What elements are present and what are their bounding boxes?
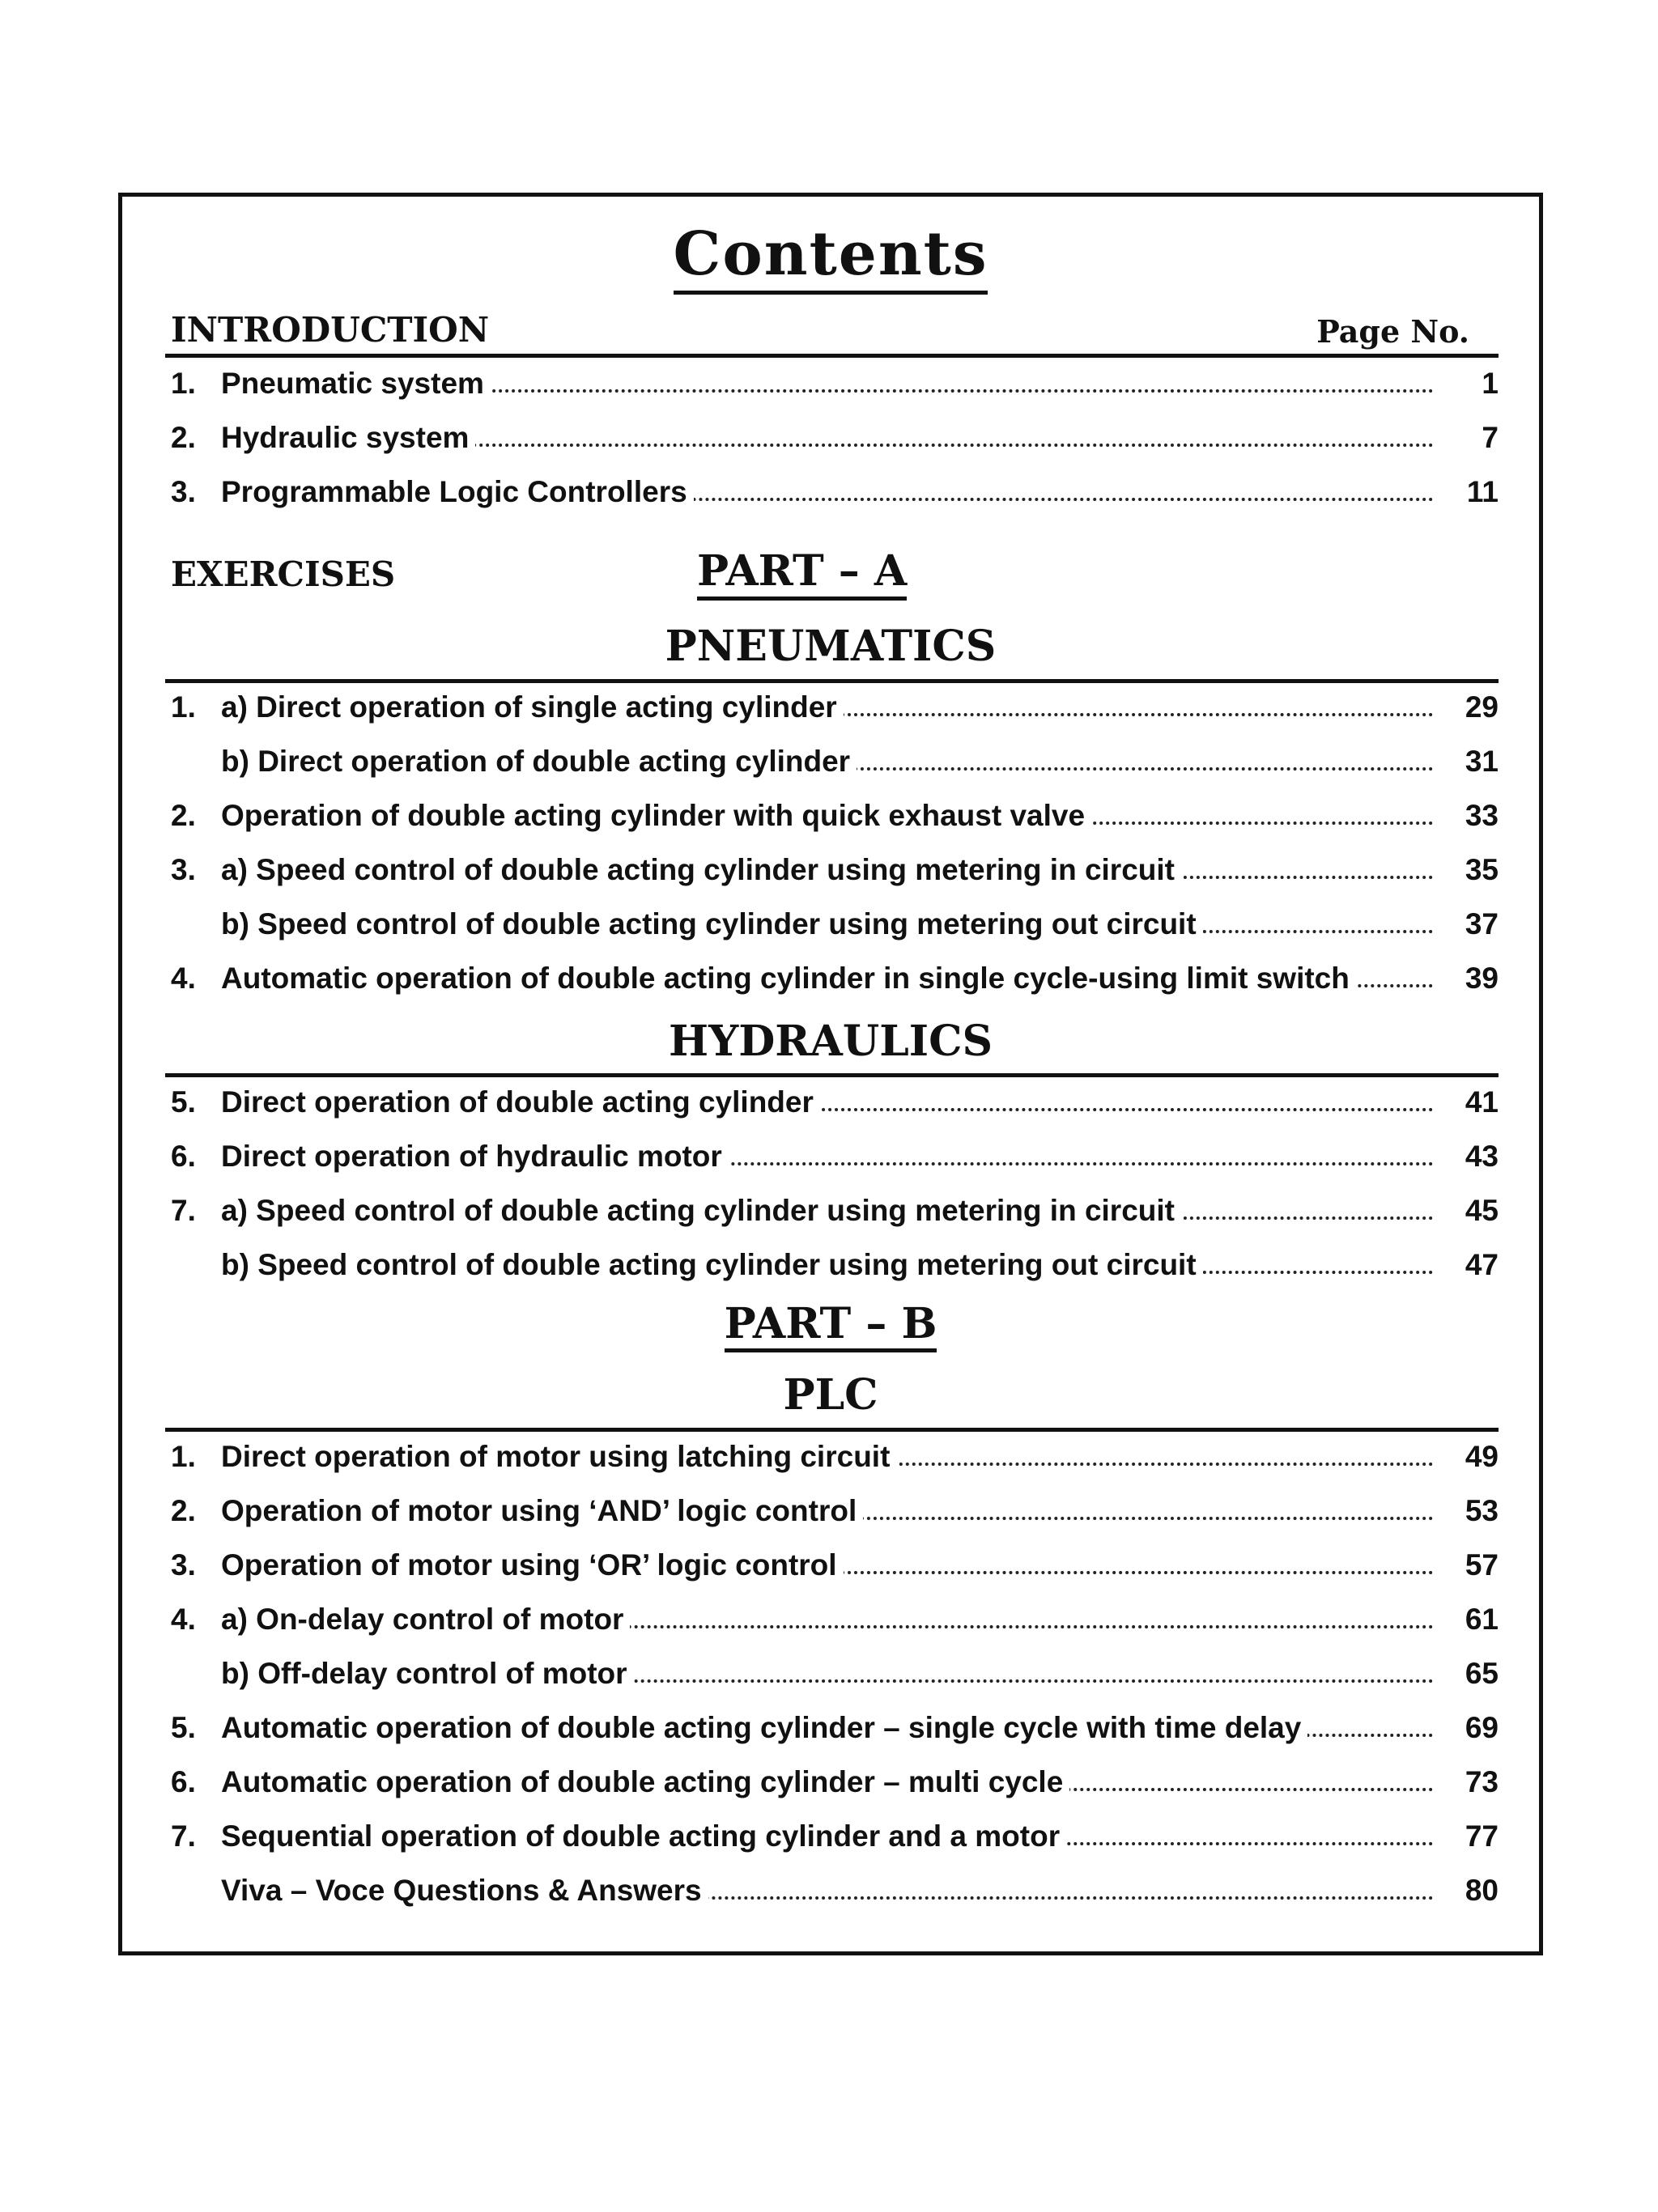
toc-entry-page: 39 bbox=[1465, 962, 1499, 995]
toc-entry bbox=[171, 1867, 1499, 1916]
toc-entry-page: 49 bbox=[1465, 1440, 1499, 1473]
toc-entry-number: 4. bbox=[171, 1603, 196, 1636]
toc-entry-page: 33 bbox=[1465, 799, 1499, 832]
toc-entry-page: 1 bbox=[1482, 367, 1499, 400]
toc-entry-title: b) Direct operation of double acting cylinder bbox=[221, 745, 857, 779]
toc-entry-page: 65 bbox=[1465, 1657, 1499, 1690]
toc-entry bbox=[171, 1433, 1499, 1482]
toc-entry-page: 29 bbox=[1465, 690, 1499, 724]
plc-heading: PLC bbox=[783, 1370, 878, 1420]
toc-entry-number: 6. bbox=[171, 1140, 196, 1173]
toc-entry-number: 5. bbox=[171, 1711, 196, 1744]
toc-entry-title: Automatic operation of double acting cylinder – multi cycle bbox=[221, 1765, 1069, 1799]
toc-entry-title: Hydraulic system bbox=[221, 421, 475, 455]
toc-entry-page: 77 bbox=[1465, 1819, 1499, 1853]
toc-entry-page: 11 bbox=[1466, 475, 1499, 508]
toc-entry-number: 2. bbox=[171, 421, 196, 454]
toc-entry bbox=[171, 901, 1499, 949]
toc-entry-page: 73 bbox=[1465, 1765, 1499, 1798]
toc-entry-page: 47 bbox=[1465, 1248, 1499, 1281]
toc-entry bbox=[171, 1488, 1499, 1536]
toc-entry-title: Sequential operation of double acting cylinder and a motor bbox=[221, 1819, 1066, 1853]
toc-entry-page: 41 bbox=[1465, 1085, 1499, 1119]
toc-entry bbox=[171, 792, 1499, 841]
exercises-label: EXERCISES bbox=[171, 554, 396, 594]
toc-entry bbox=[171, 847, 1499, 895]
toc-entry-title: Operation of double acting cylinder with quick exhaust valve bbox=[221, 799, 1091, 833]
toc-entry-number: 2. bbox=[171, 799, 196, 832]
toc-entry bbox=[171, 738, 1499, 787]
part-b-heading: PART – B bbox=[725, 1299, 937, 1352]
divider bbox=[165, 354, 1499, 358]
toc-entry-title: Automatic operation of double acting cylinder – single cycle with time delay bbox=[221, 1711, 1307, 1745]
pneumatics-heading: PNEUMATICS bbox=[665, 622, 997, 671]
toc-entry-title: a) On-delay control of motor bbox=[221, 1603, 630, 1637]
toc-entry-title: Operation of motor using ‘AND’ logic control bbox=[221, 1494, 863, 1528]
toc-entry bbox=[171, 684, 1499, 732]
toc-entry-page: 57 bbox=[1465, 1548, 1499, 1582]
toc-entry-number: 6. bbox=[171, 1765, 196, 1798]
toc-entry bbox=[171, 1079, 1499, 1127]
toc-entry-number: 3. bbox=[171, 1548, 196, 1582]
toc-entry bbox=[171, 1596, 1499, 1645]
toc-entry-title: Viva – Voce Questions & Answers bbox=[221, 1874, 708, 1908]
page-no-label: Page No. bbox=[1316, 313, 1469, 350]
toc-entry-page: 80 bbox=[1465, 1874, 1499, 1907]
toc-entry-title: Direct operation of motor using latching circuit bbox=[221, 1440, 896, 1474]
divider bbox=[165, 679, 1499, 683]
toc-entry-title: b) Off-delay control of motor bbox=[221, 1657, 634, 1691]
toc-entry-number: 1. bbox=[171, 690, 196, 724]
toc-entry-number: 1. bbox=[171, 1440, 196, 1473]
toc-entry-title: Direct operation of hydraulic motor bbox=[221, 1140, 729, 1174]
toc-entry bbox=[171, 1759, 1499, 1807]
hydraulics-heading: HYDRAULICS bbox=[668, 1017, 993, 1066]
toc-entry bbox=[171, 1705, 1499, 1753]
toc-entry-page: 37 bbox=[1465, 907, 1499, 940]
toc-entry-title: Pneumatic system bbox=[221, 367, 491, 401]
toc-entry-title: Direct operation of double acting cylinder bbox=[221, 1085, 820, 1119]
part-a-heading: PART – A bbox=[697, 546, 907, 601]
page-title: Contents bbox=[122, 219, 1539, 289]
toc-entry bbox=[171, 1542, 1499, 1590]
toc-entry bbox=[171, 360, 1499, 409]
toc-entry-title: a) Direct operation of single acting cylinder bbox=[221, 690, 844, 724]
toc-entry-title: Operation of motor using ‘OR’ logic control bbox=[221, 1548, 844, 1582]
divider bbox=[165, 1428, 1499, 1432]
toc-entry-number: 4. bbox=[171, 962, 196, 995]
toc-entry-page: 31 bbox=[1465, 745, 1499, 778]
toc-entry bbox=[171, 1242, 1499, 1290]
toc-entry-number: 3. bbox=[171, 475, 196, 508]
toc-entry-title: b) Speed control of double acting cylinder using metering out circuit bbox=[221, 1248, 1203, 1282]
toc-entry bbox=[171, 469, 1499, 517]
toc-entry-title: a) Speed control of double acting cylinder using metering in circuit bbox=[221, 853, 1181, 887]
toc-entry-number: 1. bbox=[171, 367, 196, 400]
toc-entry-page: 53 bbox=[1465, 1494, 1499, 1527]
toc-entry-number: 3. bbox=[171, 853, 196, 886]
toc-entry-page: 69 bbox=[1465, 1711, 1499, 1744]
toc-entry-number: 7. bbox=[171, 1194, 196, 1227]
part-b-heading-wrap bbox=[122, 1299, 1539, 1349]
toc-entry bbox=[171, 1187, 1499, 1236]
toc-entry-number: 2. bbox=[171, 1494, 196, 1527]
toc-entry-title: b) Speed control of double acting cylinder using metering out circuit bbox=[221, 907, 1203, 941]
toc-entry-title: a) Speed control of double acting cylinder using metering in circuit bbox=[221, 1194, 1181, 1228]
toc-entry-number: 7. bbox=[171, 1819, 196, 1853]
toc-entry-page: 7 bbox=[1482, 421, 1499, 454]
toc-entry-title: Programmable Logic Controllers bbox=[221, 475, 694, 509]
toc-entry-number: 5. bbox=[171, 1085, 196, 1119]
toc-entry bbox=[171, 1650, 1499, 1699]
toc-entry-title: Automatic operation of double acting cylinder in single cycle-using limit switch bbox=[221, 962, 1356, 996]
introduction-heading: INTRODUCTION bbox=[171, 310, 490, 350]
contents-body bbox=[122, 197, 1539, 1951]
toc-entry-page: 45 bbox=[1465, 1194, 1499, 1227]
toc-entry bbox=[171, 955, 1499, 1004]
contents-frame bbox=[118, 193, 1543, 1955]
toc-entry-page: 35 bbox=[1465, 853, 1499, 886]
toc-entry bbox=[171, 1133, 1499, 1182]
toc-entry bbox=[171, 1813, 1499, 1862]
toc-entry bbox=[171, 414, 1499, 463]
toc-entry-page: 61 bbox=[1465, 1603, 1499, 1636]
divider bbox=[165, 1073, 1499, 1077]
toc-entry-page: 43 bbox=[1465, 1140, 1499, 1173]
